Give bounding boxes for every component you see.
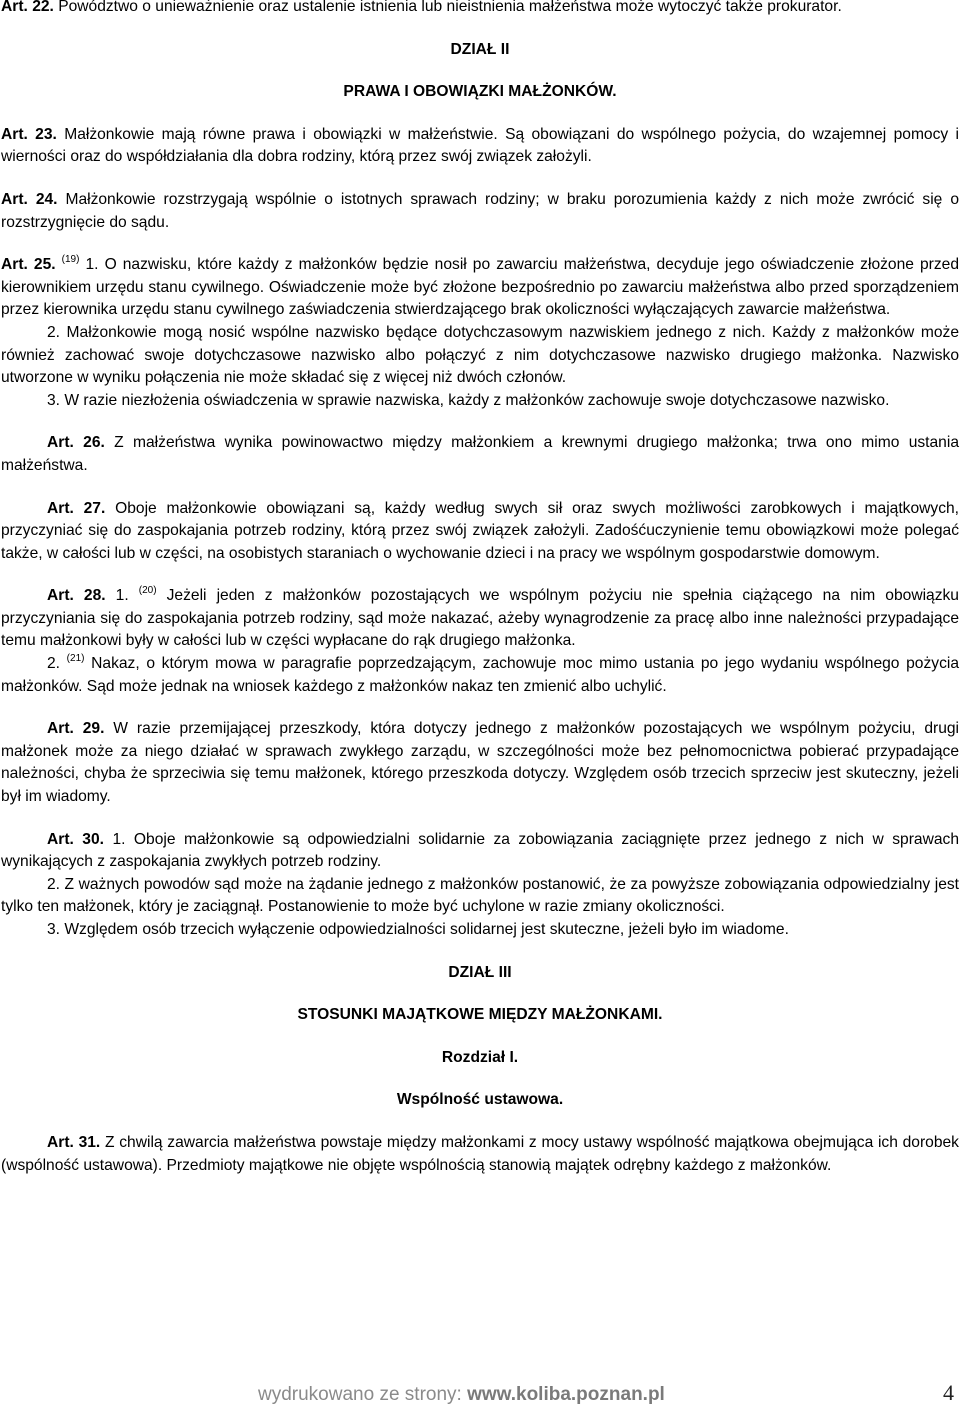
- article-27: [1, 498, 959, 566]
- article-text: Z chwilą zawarcia małżeństwa powstaje między małżonkami z mocy ustawy wspólność majątkowa obejmująca ich dorobek (wspólność ustawowa). Przedmioty majątkowe nie objęte wspólnością stanowią majątek odrębny każdego z małżonków.: [1, 1133, 959, 1174]
- article-text: Oboje małżonkowie obowiązani są, każdy według swych sił oraz swych możliwości zarobkowych i majątkowych, przyczyniać się do zaspokajania potrzeb rodziny, którą przez swój związek założyli. Zadośćuczynienie temu obowiązkowi może polegać także, w całości lub w części, na osobistych staraniach o wychowanie dzieci i na pracy we wspólnym gospodarstwie domowym.: [1, 499, 959, 562]
- article-text: 1. Oboje małżonkowie są odpowiedzialni solidarnie za zobowiązania zaciągnięte przez jednego z nich w sprawach wynikających z zaspokajania zwykłych potrzeb rodziny.: [1, 830, 959, 871]
- article-label: Art. 23.: [1, 125, 57, 143]
- article-25-par-2: 2. Małżonkowie mogą nosić wspólne nazwisko będące dotychczasowym nazwiskiem jednego z nich. Każdy z małżonków może również zachować swoje dotychczasowe nazwisko albo połączyć z nim dotychczasowe nazwisko drugiego małżonka. Nazwisko utworzone w wyniku połączenia nie może składać się z więcej niż dwóch członów.: [1, 323, 959, 387]
- page-number: 4: [943, 1380, 954, 1405]
- article-30-par-1: [1, 829, 959, 874]
- article-label: Art. 25.: [1, 256, 56, 274]
- footnote-marker: (20): [138, 585, 157, 597]
- article-label: Art. 22.: [1, 0, 54, 15]
- footnote-marker: (21): [66, 653, 85, 665]
- article-text: Małżonkowie mają równe prawa i obowiązki w małżeństwie. Są obowiązani do wspólnego pożycia, do wzajemnej pomocy i wierności oraz do współdziałania dla dobra rodziny, którą przez swój związek założyli.: [1, 125, 959, 166]
- article-text: Z małżeństwa wynika powinowactwo między małżonkiem a krewnymi drugiego małżonka; trwa ono mimo ustania małżeństwa.: [1, 434, 959, 474]
- section-title: PRAWA I OBOWIĄZKI MAŁŻONKÓW.: [343, 83, 617, 101]
- article-30-par-3: 3. Względem osób trzecich wyłączenie odpowiedzialności solidarnej jest skuteczne, jeżeli było im wiadome.: [47, 921, 789, 938]
- article-label: Art. 24.: [1, 190, 58, 208]
- article-text: Małżonkowie rozstrzygają wspólnie o istotnych sprawach rodziny; w braku porozumienia każdy z nich może zwrócić się o rozstrzygnięcie do sądu.: [1, 190, 959, 231]
- article-31: [1, 1132, 959, 1177]
- article-26: [1, 432, 959, 477]
- chapter-title: Wspólność ustawowa.: [396, 1091, 564, 1109]
- paragraph-number: 1.: [105, 587, 139, 605]
- article-22: [1, 0, 959, 19]
- article-25-par-3: 3. W razie niezłożenia oświadczenia w sprawie nazwiska, każdy z małżonków zachowuje swoje dotychczasowe nazwisko.: [47, 391, 890, 409]
- article-label: Art. 29.: [47, 720, 105, 738]
- article-text: Nakaz, o którym mowa w paragrafie poprzedzającym, zachowuje moc mimo ustania po jego wydaniu wspólnego pożycia małżonków. Sąd może jednak na wniosek każdego z małżonków nakaz ten zmienić albo uchylić.: [1, 655, 959, 695]
- paragraph-number: 2.: [47, 655, 67, 673]
- article-23: [1, 124, 959, 169]
- article-label: Art. 30.: [47, 830, 104, 848]
- document-body: [1, 0, 959, 1177]
- section-heading: DZIAŁ II: [450, 40, 510, 58]
- section-heading: DZIAŁ III: [448, 963, 512, 981]
- section-title: STOSUNKI MAJĄTKOWE MIĘDZY MAŁŻONKAMI.: [297, 1006, 663, 1024]
- footnote-marker: (19): [61, 254, 80, 266]
- article-30-par-2: 2. Z ważnych powodów sąd może na żądanie jednego z małżonków postanowić, że za powyższe zobowiązania odpowiedzialny jest tylko ten małżonek, który je zaciągnął. Postanowienie to może być uchylone w razie zmiany okoliczności.: [1, 875, 959, 916]
- article-28-par-1: [1, 585, 959, 653]
- page-footer: [0, 1380, 960, 1408]
- article-label: Art. 28.: [47, 587, 106, 605]
- article-text: Jeżeli jeden z małżonków pozostających we wspólnym pożyciu nie spełnia ciążącego na nim obowiązku przyczyniania się do zaspokajania potrzeb rodziny, sąd może nakazać, ażeby wynagrodzenie za pracę albo inne należności przypadające temu małżonkowi były w całości lub w części wypłacane do rąk drugiego małżonka.: [1, 587, 959, 650]
- article-label: Art. 27.: [47, 499, 106, 517]
- article-text: Powództwo o unieważnienie oraz ustalenie istnienia lub nieistnienia małżeństwa może wytoczyć także prokurator.: [53, 0, 842, 15]
- footer-source: [258, 1384, 665, 1407]
- footer-site-link[interactable]: www.koliba.poznan.pl: [467, 1384, 665, 1405]
- article-text: 1. O nazwisku, które każdy z małżonków będzie nosił po zawarciu małżeństwa, decyduje jego oświadczenie złożone przed kierownikiem urzędu stanu cywilnego. Oświadczenie może być złożone bezpośrednio po zawarciu małżeństwa albo przed sporządzeniem przez kierownika urzędu stanu cywilnego zaświadczenia stwierdzającego brak okoliczności wyłączających zawarcie małżeństwa.: [1, 256, 959, 319]
- article-25-par-1: [1, 254, 959, 322]
- article-29: [1, 718, 959, 808]
- chapter-heading: Rozdział I.: [441, 1048, 519, 1066]
- footer-prefix: wydrukowano ze strony:: [258, 1384, 468, 1405]
- article-label: Art. 26.: [47, 434, 105, 452]
- article-text: W razie przemijającej przeszkody, która dotyczy jednego z małżonków pozostających we wspólnym pożyciu, drugi małżonek może za niego działać w sprawach zwykłego zarządu, w szczególności może bez pełnomocnictwa pobierać przypadające należności, chyba że sprzeciwia się temu małżonek, którego przeszkoda dotyczy. Względem osób trzecich sprzeciw jest skuteczny, jeżeli był im wiadomy.: [1, 720, 959, 806]
- article-28-par-2: [1, 653, 959, 698]
- article-label: Art. 31.: [47, 1133, 101, 1151]
- article-24: [1, 189, 959, 234]
